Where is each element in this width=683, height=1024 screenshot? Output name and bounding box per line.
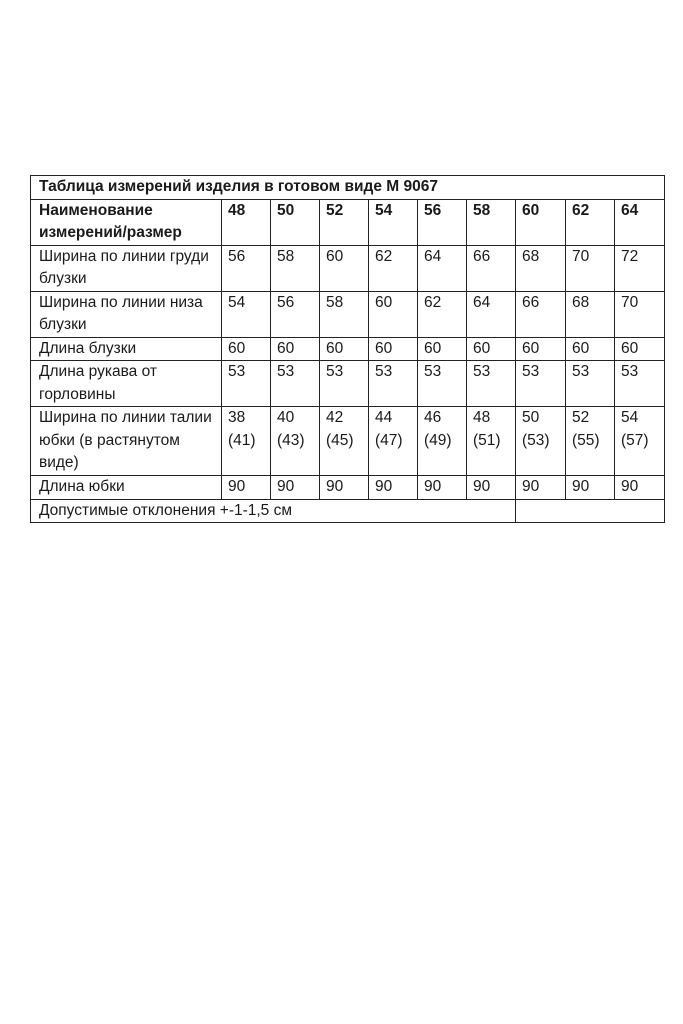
size-header: 50 — [271, 199, 320, 245]
measurement-name: Длина блузки — [31, 337, 222, 361]
measurement-value: 60 — [566, 337, 615, 361]
size-header: 60 — [516, 199, 566, 245]
measurement-value: 70 — [566, 245, 615, 291]
measurement-value: 60 — [320, 337, 369, 361]
measurement-value: 56 — [222, 245, 271, 291]
measurement-name: Длина юбки — [31, 476, 222, 500]
measurement-value: 53 — [615, 361, 665, 407]
measurement-value: 90 — [320, 476, 369, 500]
measurement-name: Ширина по линии низа блузки — [31, 291, 222, 337]
measurement-value: 90 — [516, 476, 566, 500]
table-title-row — [31, 176, 665, 200]
measurement-value: 42 (45) — [320, 407, 369, 476]
table-row — [31, 476, 665, 500]
measurement-value: 60 — [271, 337, 320, 361]
measurement-value: 40 (43) — [271, 407, 320, 476]
size-header: 62 — [566, 199, 615, 245]
measurement-value: 53 — [418, 361, 467, 407]
header-label: Наименование измерений/размер — [31, 199, 222, 245]
measurement-value: 60 — [418, 337, 467, 361]
size-header: 54 — [369, 199, 418, 245]
measurement-value: 60 — [222, 337, 271, 361]
tolerance-note: Допустимые отклонения +-1-1,5 см — [31, 499, 516, 523]
measurement-value: 60 — [320, 245, 369, 291]
table-footer-row — [31, 499, 665, 523]
table-row — [31, 361, 665, 407]
measurement-value: 62 — [418, 291, 467, 337]
measurement-value: 90 — [566, 476, 615, 500]
measurement-value: 90 — [271, 476, 320, 500]
measurement-table — [30, 175, 665, 523]
measurement-value: 68 — [566, 291, 615, 337]
measurement-value: 60 — [369, 337, 418, 361]
size-header: 64 — [615, 199, 665, 245]
measurement-value: 64 — [467, 291, 516, 337]
measurement-value: 90 — [418, 476, 467, 500]
measurement-value: 50 (53) — [516, 407, 566, 476]
measurement-value: 72 — [615, 245, 665, 291]
measurement-value: 53 — [320, 361, 369, 407]
size-header: 56 — [418, 199, 467, 245]
measurement-value: 53 — [271, 361, 320, 407]
measurement-value: 38 (41) — [222, 407, 271, 476]
measurement-value: 62 — [369, 245, 418, 291]
measurement-value: 53 — [467, 361, 516, 407]
empty-cell — [516, 499, 665, 523]
size-header: 52 — [320, 199, 369, 245]
measurement-value: 52 (55) — [566, 407, 615, 476]
measurement-value: 56 — [271, 291, 320, 337]
measurement-value: 90 — [467, 476, 516, 500]
measurement-value: 66 — [467, 245, 516, 291]
table-header-row — [31, 199, 665, 245]
measurement-value: 64 — [418, 245, 467, 291]
measurement-value: 60 — [369, 291, 418, 337]
measurement-name: Длина рукава от горловины — [31, 361, 222, 407]
measurement-value: 53 — [369, 361, 418, 407]
measurement-value: 90 — [369, 476, 418, 500]
size-header: 48 — [222, 199, 271, 245]
measurement-value: 48 (51) — [467, 407, 516, 476]
measurement-value: 58 — [320, 291, 369, 337]
measurement-value: 53 — [516, 361, 566, 407]
measurement-value: 58 — [271, 245, 320, 291]
measurement-value: 90 — [222, 476, 271, 500]
measurement-name: Ширина по линии талии юбки (в растянутом виде) — [31, 407, 222, 476]
size-header: 58 — [467, 199, 516, 245]
measurement-value: 60 — [615, 337, 665, 361]
measurement-value: 53 — [566, 361, 615, 407]
table-row — [31, 291, 665, 337]
table-row — [31, 407, 665, 476]
measurement-value: 68 — [516, 245, 566, 291]
measurement-value: 70 — [615, 291, 665, 337]
measurement-value: 90 — [615, 476, 665, 500]
table-title: Таблица измерений изделия в готовом виде М 9067 — [31, 176, 665, 200]
measurement-value: 54 (57) — [615, 407, 665, 476]
measurement-value: 54 — [222, 291, 271, 337]
measurement-name: Ширина по линии груди блузки — [31, 245, 222, 291]
measurement-value: 44 (47) — [369, 407, 418, 476]
measurement-value: 60 — [467, 337, 516, 361]
measurement-value: 60 — [516, 337, 566, 361]
table-row — [31, 245, 665, 291]
table-row — [31, 337, 665, 361]
measurement-value: 53 — [222, 361, 271, 407]
measurement-value: 46 (49) — [418, 407, 467, 476]
measurement-value: 66 — [516, 291, 566, 337]
